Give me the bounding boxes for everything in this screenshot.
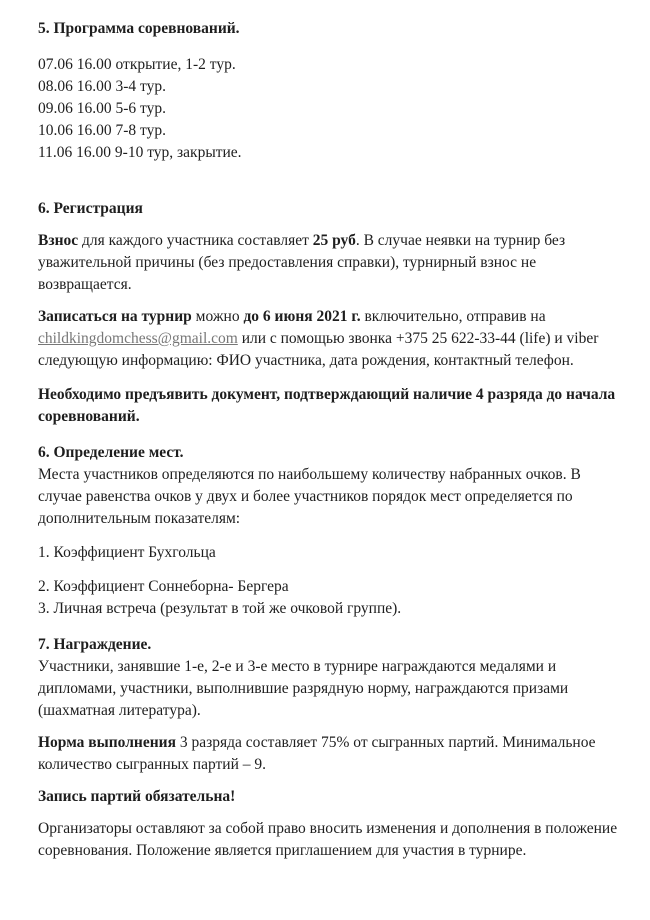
schedule-item: 08.06 16.00 3-4 тур. (38, 78, 166, 95)
section-6-places-heading: 6. Определение мест. (38, 444, 184, 461)
fee-amount: 25 руб (312, 232, 356, 249)
norm-paragraph (38, 732, 624, 776)
organizers-note: Организаторы оставляют за собой право вносить изменения и дополнения в положение соревнования. Положение является приглашением для участия в турнире. (38, 820, 618, 859)
signup-deadline: до 6 июня 2021 г. (243, 308, 361, 325)
schedule-item: 09.06 16.00 5-6 тур. (38, 100, 166, 117)
criteria-item: 2. Коэффициент Соннеборна- Бергера (38, 578, 289, 595)
awards-paragraph: Участники, занявшие 1-е, 2-е и 3-е место в турнире награждаются медалями и дипломами, участники, выполнившие разрядную норму, награждаются призами (шахматная литература). (38, 658, 569, 719)
fee-text: . В случае неявки на турнир без уважительной причины (без предоставления справки), турнирный взнос не возвращается. (38, 232, 566, 293)
signup-text: или с помощью звонка +375 25 622-33-44 (life) и viber следующую информацию: ФИО участника, дата рождения, контактный телефон. (38, 330, 599, 369)
schedule-item: 07.06 16.00 открытие, 1-2 тур. (38, 56, 236, 73)
schedule-item: 10.06 16.00 7-8 тур. (38, 122, 166, 139)
schedule-item: 11.06 16.00 9-10 тур, закрытие. (38, 144, 242, 161)
fee-label: Взнос (38, 232, 79, 249)
recording-notice: Запись партий обязательна! (38, 788, 236, 805)
signup-text: можно (191, 308, 244, 325)
fee-paragraph (38, 230, 624, 296)
section-5-heading: 5. Программа соревнований. (38, 20, 240, 37)
email-link[interactable]: childkingdomchess@gmail.com (38, 330, 238, 347)
places-intro: Места участников определяются по наибольшему количеству набранных очков. В случае равенства очков у двух и более участников порядок мест определяется по дополнительным показателям: (38, 466, 581, 527)
signup-text: включительно, отправив на (360, 308, 546, 325)
criteria-item: 3. Личная встреча (результат в той же очковой группе). (38, 600, 402, 617)
schedule-list (38, 54, 624, 164)
norm-text: 3 разряда составляет 75% от сыгранных партий. Минимальное количество сыгранных партий – 9. (38, 734, 596, 773)
document-notice: Необходимо предъявить документ, подтверждающий наличие 4 разряда до начала соревнований. (38, 386, 616, 425)
fee-text: для каждого участника составляет (78, 232, 313, 249)
signup-paragraph (38, 306, 624, 372)
norm-label: Норма выполнения (38, 734, 176, 751)
section-6-registration-heading: 6. Регистрация (38, 200, 143, 217)
signup-label: Записаться на турнир (38, 308, 192, 325)
criteria-item: 1. Коэффициент Бухгольца (38, 544, 216, 561)
section-7-heading: 7. Награждение. (38, 636, 152, 653)
